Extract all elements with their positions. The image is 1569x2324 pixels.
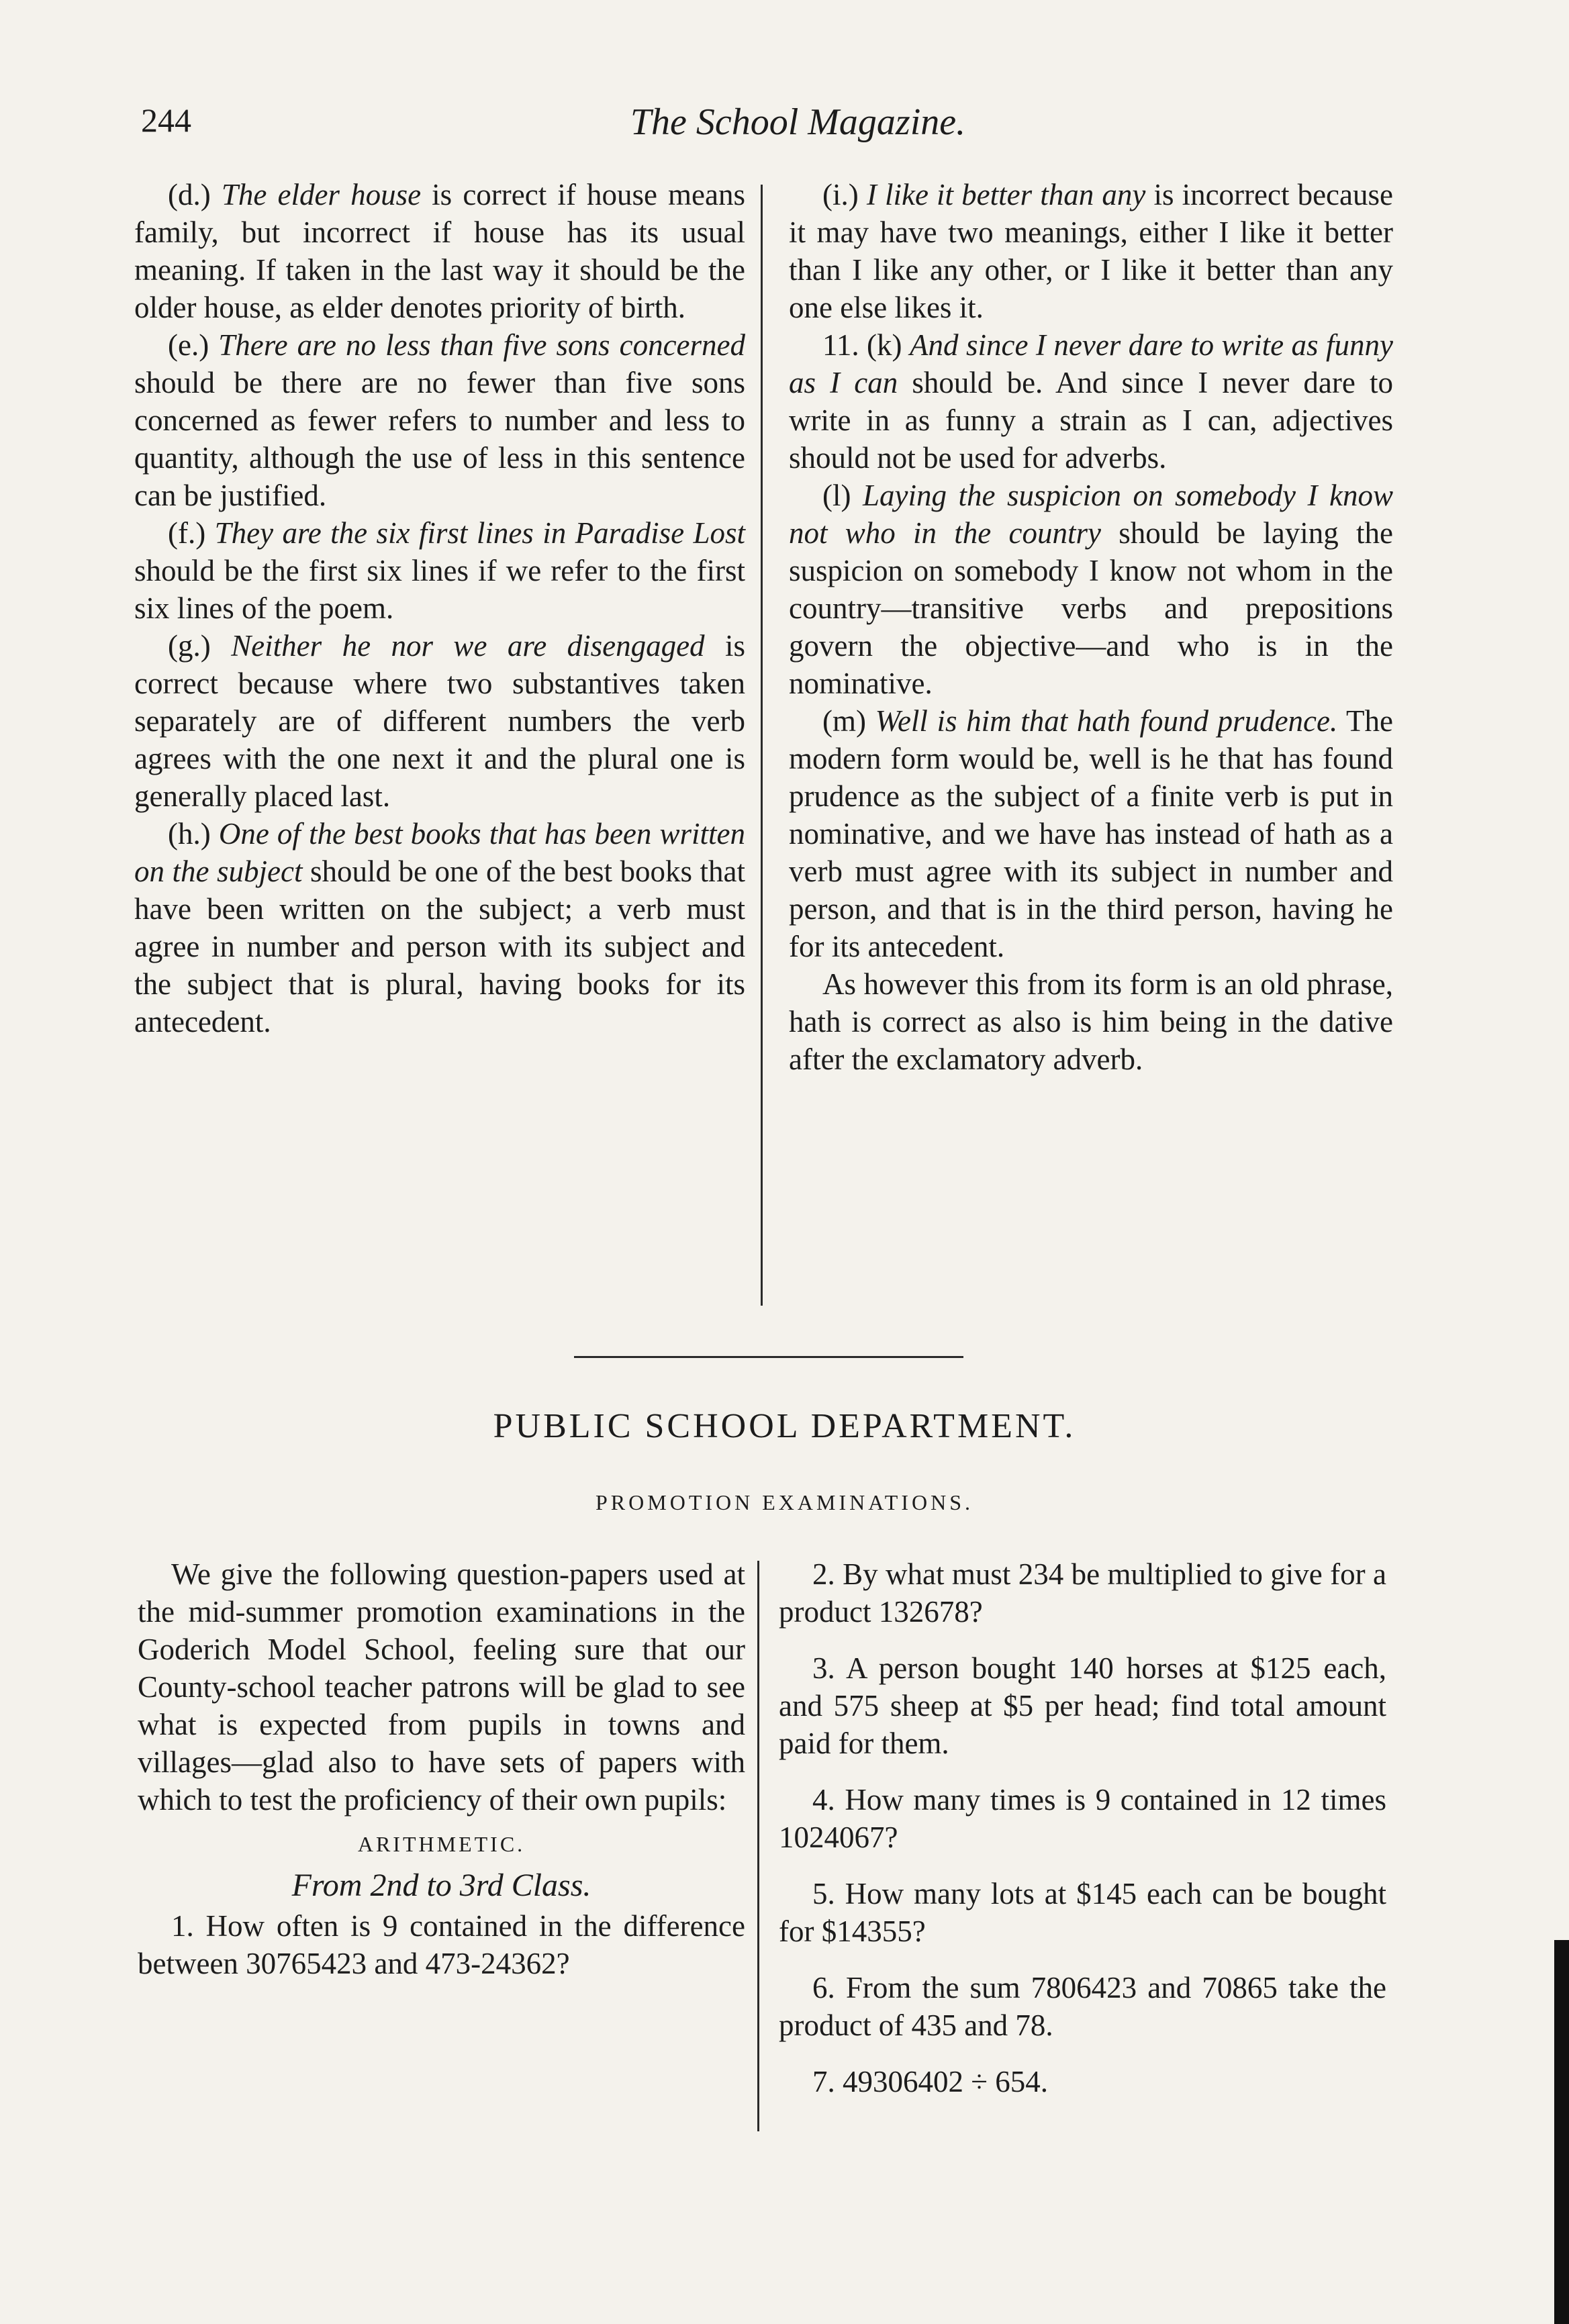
upper-right-column: [789, 176, 1393, 1078]
lower-right-column: [779, 1555, 1386, 2119]
paragraph-g: (g.) Neither he nor we are disengaged is correct because where two substantives taken separately are of different numbers the verb agrees with the one next it and the plural one is generally placed last.: [134, 629, 746, 813]
magazine-title: The School Magazine.: [630, 101, 966, 143]
running-header: [128, 101, 1468, 161]
question-4: 4. How many times is 9 contained in 12 times 1024067?: [779, 1783, 1386, 1854]
paragraph-closing: As however this from its form is an old phrase, hath is correct as also is him being in the dative after the exclamatory adverb.: [789, 967, 1393, 1076]
scan-edge-shadow: [1554, 1940, 1569, 2324]
department-title: PUBLIC SCHOOL DEPARTMENT.: [493, 1407, 1076, 1445]
paragraph-m: (m) Well is him that hath found prudence. The modern form would be, well is he that has found prudence as the subject of a finite verb is put in nominative, and we have has instead of hath as a verb must agree with its subject in number and person, and that is in the third person, having he for its antecedent.: [789, 704, 1393, 963]
paragraph-d: (d.) The elder house is correct if house means family, but incorrect if house has its usual meaning. If taken in the last way it should be the older house, as elder denotes priority of birth.: [134, 178, 746, 324]
paragraph-k: 11. (k) And since I never dare to write as funny as I can should be. And since I never dare to write in as funny a strain as I can, adjectives should not be used for adverbs.: [789, 328, 1393, 475]
upper-left-column: [134, 176, 745, 1040]
question-7: 7. 49306402 ÷ 654.: [812, 2065, 1048, 2098]
question-2: 2. By what must 234 be multiplied to give for a product 132678?: [779, 1557, 1386, 1629]
lower-left-column: [138, 1555, 745, 1982]
paragraph-e: (e.) There are no less than five sons concerned should be there are no fewer than five sons concerned as fewer refers to number and less to quantity, although the use of less in this sentence can be justified.: [134, 328, 746, 512]
intro-paragraph: We give the following question-papers used at the mid-summer promotion examinations in the Goderich Model School, feeling sure that our County-school teacher patrons will be glad to see what is expected from pupils in towns and villages—glad also to have sets of papers with which to test the proficiency of their own pupils:: [138, 1557, 745, 1817]
question-6: 6. From the sum 7806423 and 70865 take the product of 435 and 78.: [779, 1971, 1386, 2042]
question-1: 1. How often is 9 contained in the difference between 30765423 and 473-24362?: [138, 1909, 745, 1980]
page-number: 244: [141, 101, 191, 139]
subject-heading: ARITHMETIC.: [357, 1832, 526, 1856]
paragraph-i: (i.) I like it better than any is incorrect because it may have two meanings, either I like it better than I like any other, or I like it better than any one else likes it.: [789, 178, 1393, 324]
question-5: 5. How many lots at $145 each can be bought for $14355?: [779, 1877, 1386, 1948]
paragraph-h: (h.) One of the best books that has been written on the subject should be one of the best books that have been written on the subject; a verb must agree in number and person with its subject and the subject that is plural, having books for its antecedent.: [134, 817, 746, 1038]
column-divider-upper: [761, 185, 763, 1306]
paragraph-f: (f.) They are the six first lines in Paradise Lost should be the first six lines if we refer to the first six lines of the poem.: [134, 516, 745, 625]
paragraph-l: (l) Laying the suspicion on somebody I know not who in the country should be laying the suspicion on somebody I know not whom in the country—transitive verbs and prepositions govern the objective—and who is in the nominative.: [789, 479, 1393, 700]
column-divider-lower: [757, 1561, 759, 2131]
class-heading: From 2nd to 3rd Class.: [291, 1868, 591, 1903]
department-subtitle: PROMOTION EXAMINATIONS.: [596, 1490, 973, 1514]
section-divider: [574, 1356, 963, 1358]
question-3: 3. A person bought 140 horses at $125 each, and 575 sheep at $5 per head; find total amount paid for them.: [779, 1651, 1386, 1760]
